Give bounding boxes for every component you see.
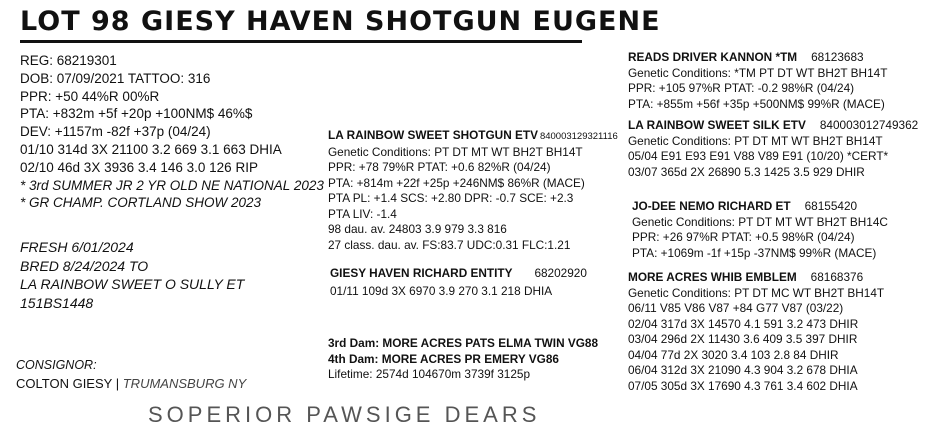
consignor-location: TRUMANSBURG NY [122,376,247,391]
sire-classified-daughters: 27 class. dau. av. FS:83.7 UDC:0.31 FLC:1.21 [328,237,571,252]
award: * 3rd SUMMER JR 2 YR OLD NE NATIONAL 2023 [20,177,324,193]
dam-name: GIESY HAVEN RICHARD ENTITY [330,266,513,280]
dob-tattoo: DOB: 07/09/2021 TATTOO: 316 [20,70,211,86]
sires-sire-ppr: PPR: +105 97%R PTAT: -0.2 98%R (04/24) [628,81,855,95]
sires-dam-classification: 05/04 E91 E93 E91 V88 V89 E91 (10/20) *CERT* [628,149,889,163]
breeding-status [20,238,244,312]
consignor-name: COLTON GIESY [16,376,113,391]
dams-dam-record: 04/04 77d 2X 3020 3.4 103 2.8 84 DHIR [628,347,839,362]
dam-block [330,266,587,299]
bred-sire-code: 151BS1448 [20,294,94,311]
reg-number: REG: 68219301 [20,53,117,68]
dams-dam-record: 03/04 296d 2X 11430 3.6 409 3.5 397 DHIR [628,332,858,346]
sires-sire-pta: PTA: +855m +56f +35p +500NM$ 99%R (MACE) [628,96,885,111]
sire-pta: PTA: +814m +22f +25p +246NM$ 86%R (MACE) [328,175,585,190]
pta: PTA: +832m +5f +20p +100NM$ 46%$ [20,106,253,122]
production-record: 01/10 314d 3X 21100 3.2 669 3.1 663 DHIA [20,141,282,157]
dam-reg: 68202920 [534,266,587,280]
dams-sire-reg: 68155420 [804,199,858,213]
dam-record: 01/11 109d 3X 6970 3.9 270 3.1 218 DHIA [330,283,553,298]
production-record: 02/10 46d 3X 3936 3.4 146 3.0 126 RIP [20,159,258,175]
fresh-date: FRESH 6/01/2024 [20,239,134,255]
third-dam: 3rd Dam: MORE ACRES PATS ELMA TWIN VG88 [328,336,599,350]
dams-dam-name: MORE ACRES WHIB EMBLEM [628,270,797,284]
dams-dam-record: 07/05 305d 3X 17690 4.3 761 3.4 602 DHIA [628,378,858,393]
dev: DEV: +1157m -82f +37p (04/24) [20,124,211,140]
consignor [16,376,246,391]
sire-genetic-conditions: Genetic Conditions: PT DT MT WT BH2T BH14T [328,144,583,159]
bred-date: BRED 8/24/2024 TO [20,257,149,274]
sires-dam-block [628,118,918,180]
dams-dam-reg: 68168376 [810,270,864,284]
sires-sire-name: READS DRIVER KANNON *TM [628,50,798,64]
lifetime-record: Lifetime: 2574d 104670m 3739f 3125p [328,367,531,381]
sires-dam-genetic-conditions: Genetic Conditions: PT DT MT WT BH2T BH14T [628,133,883,148]
dams-sire-ppr: PPR: +26 97%R PTAT: +0.5 98%R (04/24) [632,230,855,244]
sire-reg: 840003129321116 [539,131,618,142]
sire-name: LA RAINBOW SWEET SHOTGUN ETV [328,128,538,142]
sires-dam-name: LA RAINBOW SWEET SILK ETV [628,118,806,132]
sire-pta-liv: PTA LIV: -1.4 [328,206,397,221]
sire-daughters: 98 dau. av. 24803 3.9 979 3.3 816 [328,222,507,236]
sires-sire-block [628,50,887,112]
award: * GR CHAMP. CORTLAND SHOW 2023 [20,195,262,211]
consignor-separator: | [115,376,120,391]
fourth-dam: 4th Dam: MORE ACRES PR EMERY VG86 [328,351,559,366]
dams-dam-record: 06/11 V85 V86 V87 +84 G77 V87 (03/22) [628,301,844,315]
dams-sire-pta: PTA: +1069m -1f +15p -37NM$ 99%R (MACE) [632,245,877,260]
sires-dam-production: 03/07 365d 2X 26890 5.3 1425 3.5 929 DHIR [628,164,865,179]
cut-off-footer-text: SOPERIOR PAWSIGE DEARS [148,402,541,427]
sire-block [328,128,618,253]
dams-dam-record: 06/04 312d 3X 21090 4.3 904 3.2 678 DHIA [628,363,858,377]
dams-dam-record: 02/04 317d 3X 14570 4.1 591 3.2 473 DHIR [628,316,859,331]
dams-dam-genetic-conditions: Genetic Conditions: PT DT MC WT BH2T BH14T [628,285,885,300]
sire-pta-pl: PTA PL: +1.4 SCS: +2.80 DPR: -0.7 SCE: +2.3 [328,191,574,205]
dams-sire-block [632,199,888,261]
sires-sire-genetic-conditions: Genetic Conditions: *TM PT DT WT BH2T BH14T [628,65,888,80]
ppr: PPR: +50 44%R 00%R [20,88,160,104]
sire-ppr: PPR: +78 79%R PTAT: +0.6 82%R (04/24) [328,160,551,174]
bred-sire: LA RAINBOW SWEET O SULLY ET [20,276,245,292]
dams-sire-name: JO-DEE NEMO RICHARD ET [632,199,791,213]
dams-sire-genetic-conditions: Genetic Conditions: PT DT MT WT BH2T BH14C [632,214,888,229]
grand-dams-block [328,336,598,383]
consignor-label: CONSIGNOR: [16,358,97,372]
animal-info [20,52,324,212]
sires-sire-reg: 68123683 [811,50,864,64]
lot-title: LOT 98 GIESY HAVEN SHOTGUN EUGENE [20,6,661,37]
dams-dam-block [628,270,884,394]
sires-dam-reg: 840003012749362 [819,118,919,132]
title-underline [20,40,582,43]
